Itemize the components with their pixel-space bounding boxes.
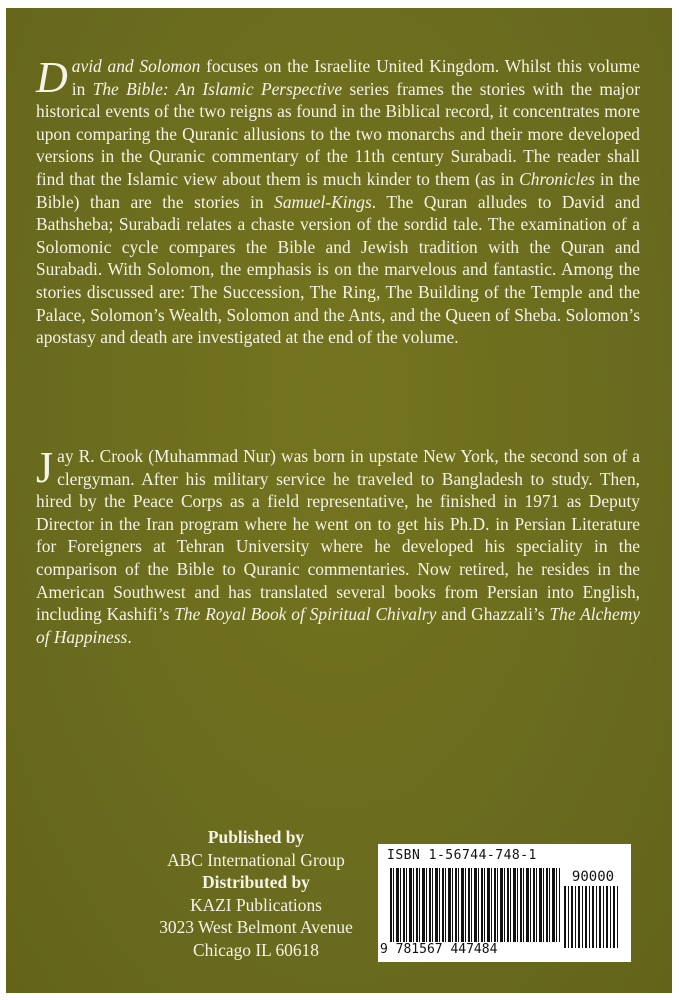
address-line2: Chicago IL 60618 — [193, 939, 319, 960]
book-title-alchemy: The Alchemy of Happiness — [36, 604, 640, 647]
description-text: series frames the stories with the major historical events of the two reigns as found in the Biblical record, it concentrates more upon comparing the Quranic allusions to the two monarchs and their more developed versions in the Quranic commentary of the 11th century Surabadi. The reader shall find that the Islamic view about them is much kinder to them (as in — [36, 78, 640, 189]
bio-text: . — [127, 626, 132, 647]
description-text: focuses on the Israelite United Kingdom. Whilst this volume in — [71, 56, 640, 99]
publisher-info — [126, 826, 386, 962]
book-title: avid and Solomon — [71, 56, 201, 76]
book-back-cover — [6, 8, 672, 993]
publisher-name: ABC International Group — [167, 849, 345, 870]
address-line1: 3023 West Belmont Avenue — [159, 917, 353, 938]
book-description — [36, 55, 640, 349]
bio-text: and Ghazzali’s — [436, 604, 550, 625]
description-text: in the Bible) than are the stories in — [36, 168, 641, 212]
description-text: . The Quran alludes to David and Bathsheba; Surabadi relates a chaste version of the sordid tale. The examination of a Solomonic cycle compares the Bible and Jewish tradition with the Quran and Surabadi. With Solomon, the emphasis is on the marvelous and fantastic. Among the stories discussed are: The Succession, The Ring, The Building of the Temple and the Palace, Solomon’s Wealth, Solomon and the Ants, and the Queen of Sheba. Solomon’s apostasy and death are investigated at the end of the volume. — [36, 191, 640, 348]
bio-text: ay R. Crook (Muhammad Nur) was born in upstate New York, the second son of a clergyman. After his military service he traveled to Bangladesh to study. Then, hired by the Peace Corps as a field representative, he finished in 1971 as Deputy Director in the Iran program where he went on to get his Ph.D. in Persian Literature for Foreigners at Tehran University where he developed his speciality in the comparison of the Bible to Quranic commentaries. Now retired, he resides in the American Southwest and has translated several books from Persian into English, including Kashifi’s — [36, 446, 640, 625]
barcode — [378, 844, 631, 962]
addon-price-code: 90000 — [562, 868, 624, 886]
distributor-name: KAZI Publications — [190, 894, 322, 915]
bio-dropcap: J — [36, 443, 54, 492]
description-dropcap: D — [36, 53, 68, 102]
chronicles-title: Chronicles — [519, 168, 595, 189]
ean-barcode-bars — [390, 868, 560, 942]
samuel-kings-title: Samuel-Kings — [274, 191, 372, 212]
published-by-label: Published by — [207, 827, 305, 847]
distributed-by-label: Distributed by — [202, 872, 310, 893]
ean-digits: 9 781567 447484 — [380, 942, 500, 957]
isbn-number: ISBN 1-56744-748-1 — [387, 848, 537, 863]
book-title-royal: The Royal Book of Spiritual Chivalry — [174, 604, 437, 625]
author-bio — [36, 445, 640, 648]
series-title: The Bible: An Islamic Perspective — [92, 78, 343, 99]
